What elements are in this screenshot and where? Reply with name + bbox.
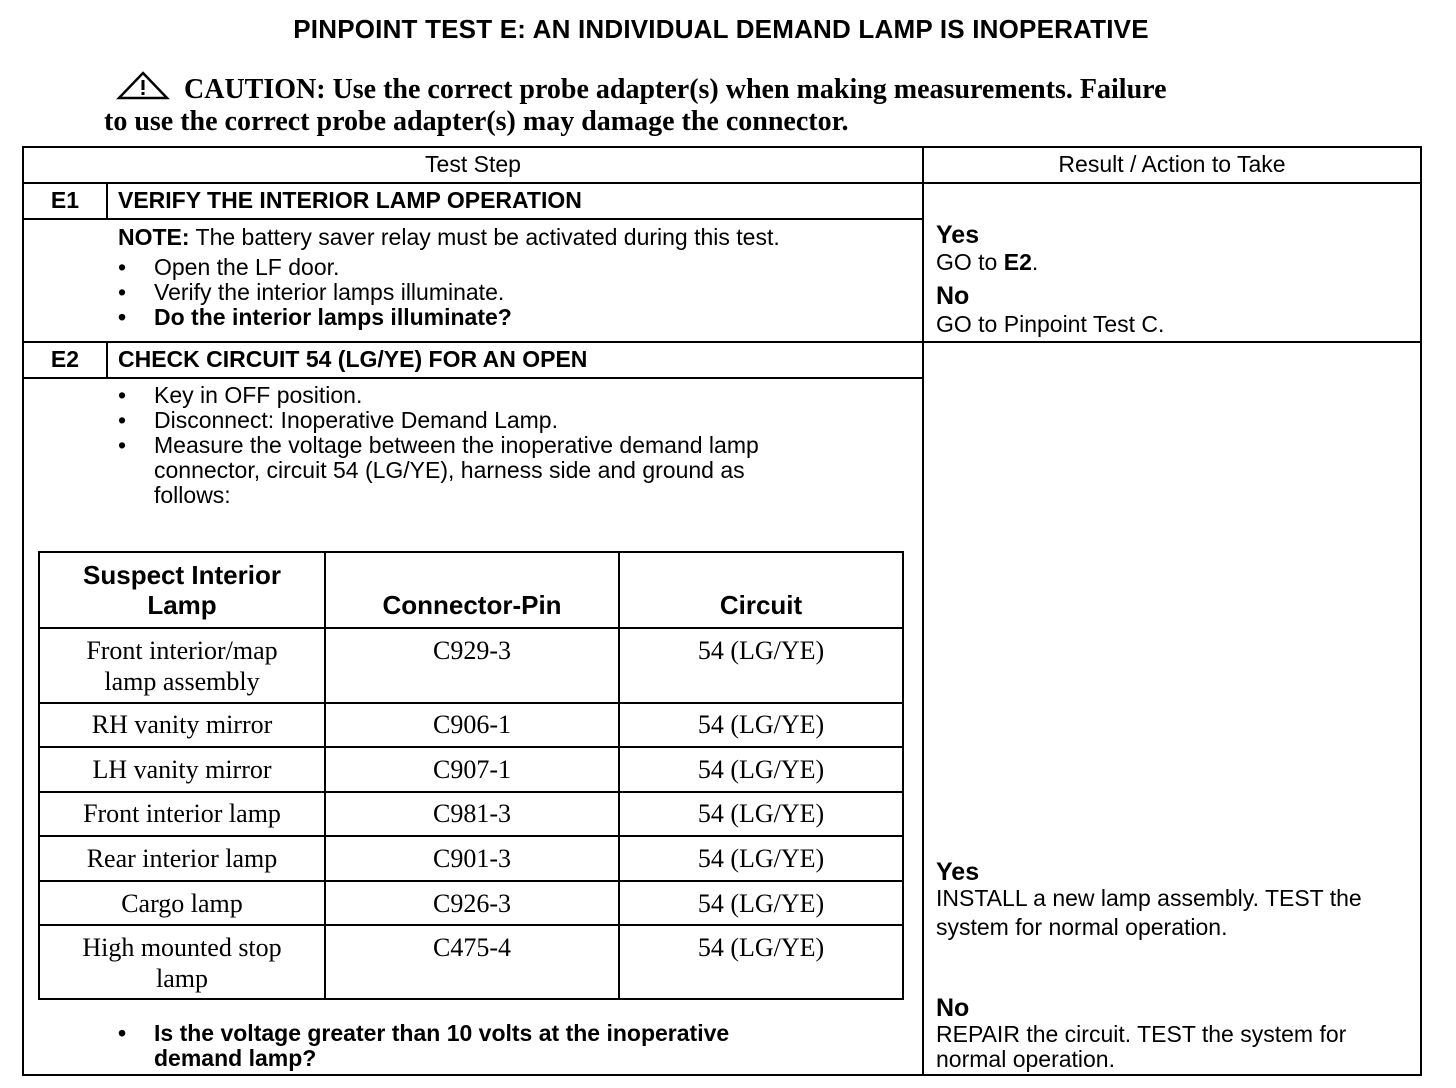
list-item-continuation: follows: bbox=[154, 482, 231, 508]
pinpoint-test-table: Test Step Result / Action to Take E1 VERIFY THE INTERIOR LAMP OPERATION NOTE: The battery saver relay must be activated during this test. • Open the LF door. • Verify the interior lamps illuminate. • Do the interior lamps illuminate? Yes GO to E2. No GO to Pinpoint Test C. E2 CHECK CIRCUIT 54 (LG/YE) FOR AN OPEN • Key in OFF position. • Disconnect: Inoperative Demand Lamp. • Measure the voltage between the inoperative demand lamp connector, circuit 54 (LG/YE), harness side and ground as follows: • Is the voltage greater than 10 volts at the inoperative demand lamp? Yes INSTALL a new lamp assembly. TEST the system for normal operation. No REPAIR the circuit. TEST the system for normal operation. bbox=[22, 146, 1422, 1076]
caution-notice bbox=[104, 74, 1304, 138]
table-cell-connector: C981-3 bbox=[433, 799, 511, 828]
table-cell-connector: C926-3 bbox=[433, 889, 511, 918]
e2-no-action-line1: REPAIR the circuit. TEST the system for bbox=[936, 1021, 1347, 1047]
table-cell-lamp: Front interior lamp bbox=[83, 799, 281, 828]
caution-line1: Use the correct probe adapter(s) when making measurements. Failure bbox=[325, 74, 1167, 105]
table-cell-lamp: High mounted stop lamp bbox=[82, 933, 282, 993]
table-cell-connector: C907-1 bbox=[433, 755, 511, 784]
table-cell-circuit: 54 (LG/YE) bbox=[697, 755, 825, 784]
table-cell-circuit: 54 (LG/YE) bbox=[697, 799, 825, 828]
header-result: Result / Action to Take bbox=[1058, 151, 1286, 177]
e1-note: NOTE: The battery saver relay must be activated during this test. bbox=[118, 224, 780, 250]
e2-yes-action-line2: system for normal operation. bbox=[936, 914, 1228, 940]
table-cell-connector: C475-4 bbox=[433, 933, 511, 962]
step-title-e2: CHECK CIRCUIT 54 (LG/YE) FOR AN OPEN bbox=[118, 346, 588, 372]
table-cell-lamp: LH vanity mirror bbox=[92, 755, 272, 784]
e2-no-label: No bbox=[936, 994, 970, 1022]
e1-no-label: No bbox=[936, 282, 970, 310]
table-cell-connector: C901-3 bbox=[433, 844, 511, 873]
step-id-e2: E2 bbox=[50, 346, 80, 372]
column-header-connector: Connector-Pin bbox=[382, 590, 562, 620]
header-test-step: Test Step bbox=[425, 151, 521, 177]
step-id-e1: E1 bbox=[50, 187, 80, 213]
table-cell-lamp: Rear interior lamp bbox=[86, 844, 278, 873]
column-header-circuit: Circuit bbox=[719, 590, 803, 620]
table-cell-lamp: RH vanity mirror bbox=[91, 710, 273, 739]
table-cell-lamp: Front interior/map lamp assembly bbox=[86, 636, 278, 696]
list-item-continuation: connector, circuit 54 (LG/YE), harness side and ground as bbox=[154, 457, 745, 483]
list-item-continuation: demand lamp? bbox=[154, 1045, 317, 1071]
table-cell-connector: C906-1 bbox=[433, 710, 511, 739]
lamp-connector-table bbox=[38, 551, 904, 1000]
table-cell-circuit: 54 (LG/YE) bbox=[697, 844, 825, 873]
table-cell-circuit: 54 (LG/YE) bbox=[697, 636, 825, 665]
table-cell-connector: C929-3 bbox=[433, 636, 511, 665]
table-cell-circuit: 54 (LG/YE) bbox=[697, 889, 825, 918]
e2-yes-action-line1: INSTALL a new lamp assembly. TEST the bbox=[936, 885, 1362, 911]
page-title: PINPOINT TEST E: AN INDIVIDUAL DEMAND LAMP IS INOPERATIVE bbox=[293, 14, 1149, 44]
table-cell-circuit: 54 (LG/YE) bbox=[697, 933, 825, 962]
warning-triangle-icon bbox=[116, 71, 170, 101]
e1-yes-label: Yes bbox=[936, 221, 980, 249]
step-title-e1: VERIFY THE INTERIOR LAMP OPERATION bbox=[118, 187, 582, 213]
e2-yes-label: Yes bbox=[936, 858, 980, 886]
column-header-lamp: Suspect Interior Lamp bbox=[83, 560, 281, 620]
table-cell-circuit: 54 (LG/YE) bbox=[697, 710, 825, 739]
caution-label: CAUTION: bbox=[184, 74, 326, 105]
caution-line2: to use the correct probe adapter(s) may damage the connector. bbox=[104, 106, 849, 137]
e1-yes-action: GO to E2. bbox=[936, 249, 1039, 275]
table-cell-lamp: Cargo lamp bbox=[121, 889, 243, 918]
e1-no-action: GO to Pinpoint Test C. bbox=[936, 311, 1165, 337]
e2-no-action-line2: normal operation. bbox=[936, 1046, 1115, 1072]
